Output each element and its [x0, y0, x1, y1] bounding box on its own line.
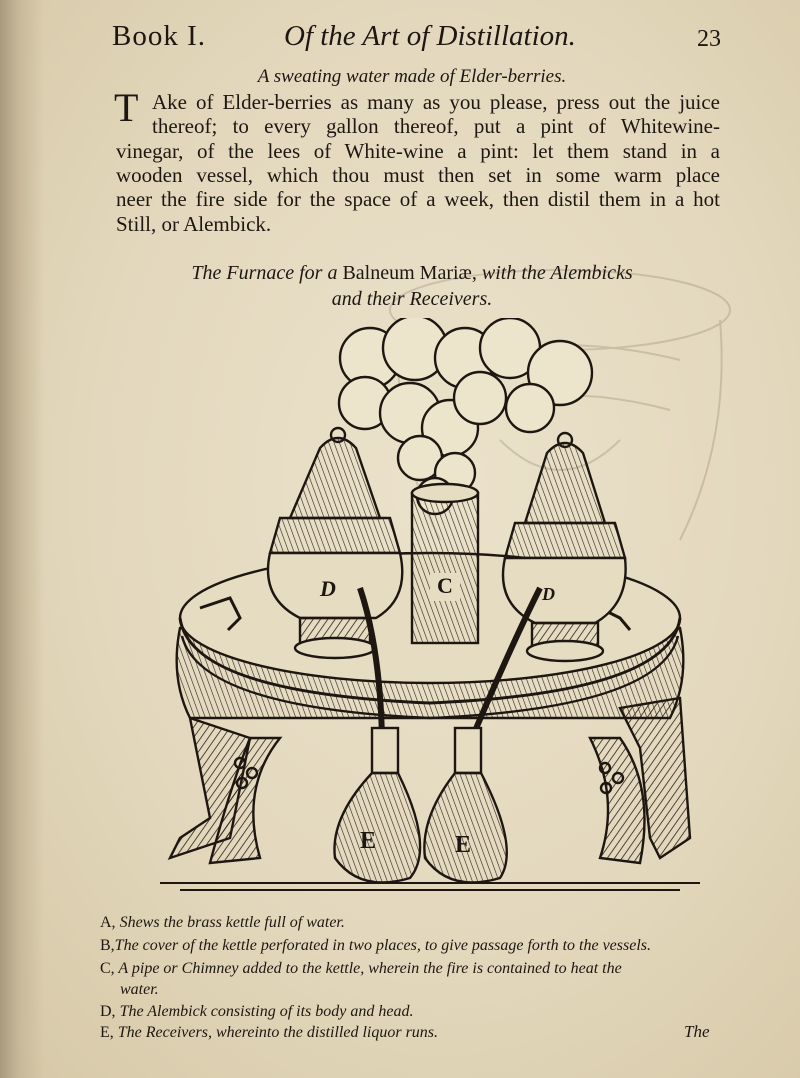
- recipe-line: wooden vessel, which thou must then set in some warm place: [116, 163, 720, 187]
- running-title: Of the Art of Distillation.: [284, 20, 576, 52]
- legend-item-d: D, The Alembick consisting of its body and head.: [100, 1003, 414, 1020]
- furnace-woodcut: [150, 318, 710, 902]
- legend-item-e: E, The Receivers, whereinto the distilled liquor runs.: [100, 1024, 439, 1041]
- label-d-right: D: [542, 584, 555, 604]
- caption-roman: Balneum Mariæ,: [342, 262, 477, 284]
- page-number: 23: [697, 26, 721, 52]
- page-gutter-shadow: [0, 0, 44, 1078]
- label-d-left: D: [320, 576, 336, 601]
- figure-caption-line-2: and their Receivers.: [331, 288, 493, 310]
- recipe-title: A sweating water made of Elder-berries.: [257, 66, 567, 87]
- legend-item-a: A, Shews the brass kettle full of water.: [100, 914, 345, 931]
- recipe-line: Still, or Alembick.: [116, 212, 272, 236]
- caption-italic: The Furnace for a: [191, 262, 338, 284]
- figure-caption-line-1: [112, 262, 712, 285]
- recipe-line: neer the fire side for the space of a week, then distil them in a hot: [116, 187, 720, 211]
- label-e-right: E: [455, 832, 472, 858]
- recipe-line: vinegar, of the lees of White-wine a pint: let them stand in a: [116, 139, 720, 163]
- right-receiver: [424, 728, 506, 883]
- drop-initial: T: [114, 85, 139, 130]
- running-head: [112, 20, 752, 64]
- recipe-line: Ake of Elder-berries as many as you please, press out the juice: [152, 90, 720, 114]
- legend-item-c: C, A pipe or Chimney added to the kettle, wherein the fire is contained to heat the: [100, 960, 622, 977]
- label-c: C: [437, 573, 453, 598]
- book-label: Book I.: [112, 20, 206, 52]
- caption-italic-end: with the Alembicks: [481, 262, 633, 284]
- left-receiver: [334, 728, 420, 883]
- legend-item-c-continued: water.: [120, 981, 159, 998]
- chimney-pipe: [412, 484, 478, 643]
- legend-item-b: B,The cover of the kettle perforated in two places, to give passage forth to the vessels.: [100, 937, 652, 954]
- recipe-line: thereof; to every gallon thereof, put a pint of Whitewine-: [152, 114, 720, 138]
- catchword: The: [684, 1022, 710, 1041]
- label-e-left: E: [360, 828, 377, 854]
